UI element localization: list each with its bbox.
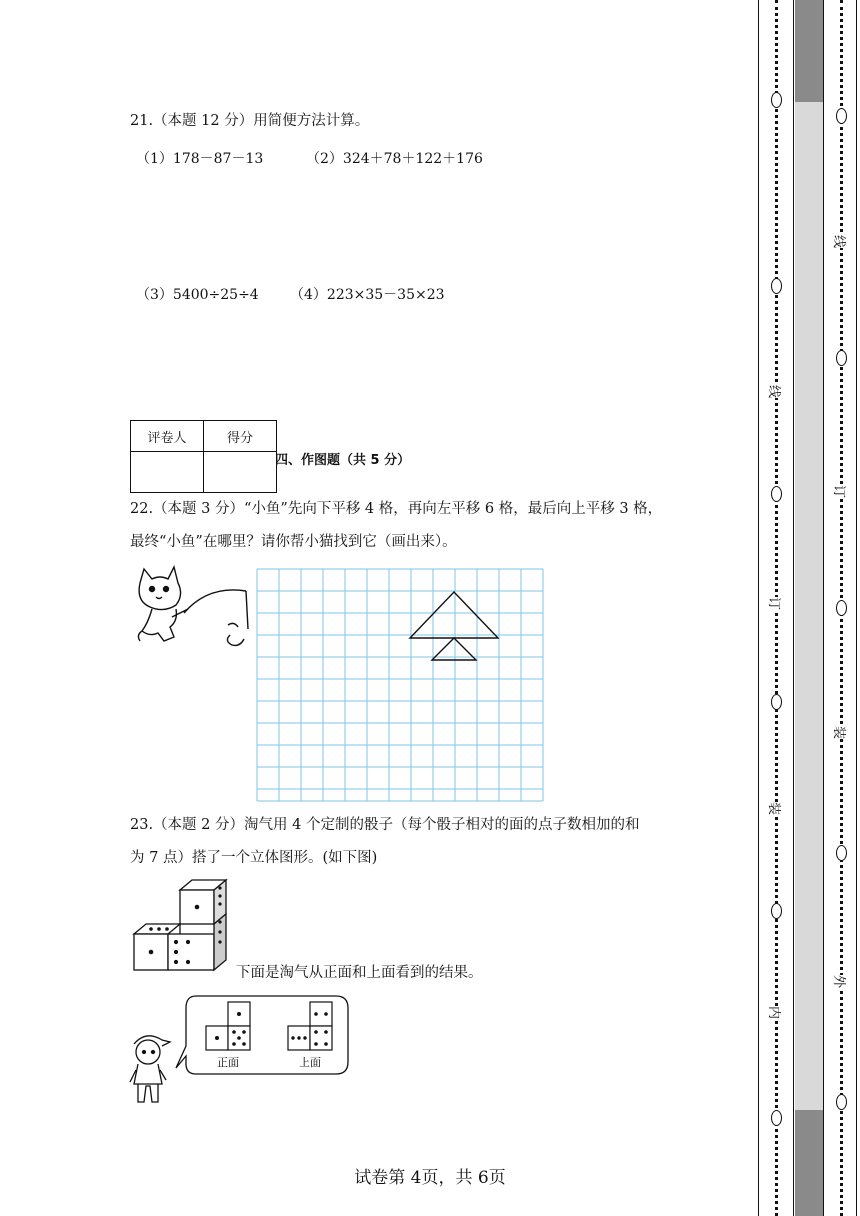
- q21-item-4: （4）223×35－35×23: [290, 287, 445, 303]
- binding-margin: [758, 0, 858, 1216]
- score-header: 得分: [204, 421, 277, 452]
- q21-item-3: （3）5400÷25÷4: [136, 287, 259, 303]
- q21-title: 21.（本题 12 分）用简便方法计算。: [130, 113, 370, 129]
- inner-margin-label-bind: 订: [766, 597, 785, 610]
- q21-item-2: （2）324＋78＋122＋176: [306, 151, 483, 167]
- outer-margin-label-outside: 外: [831, 975, 850, 988]
- inner-margin-label-install: 装: [766, 802, 785, 815]
- front-view-label: 正面: [217, 1056, 239, 1069]
- inner-margin-label-inside: 内: [766, 1006, 785, 1019]
- q22-line2: 最终“小鱼”在哪里？请你帮小猫找到它（画出来）。: [130, 534, 457, 550]
- grid-board[interactable]: [256, 568, 546, 804]
- boy-illustration: [126, 1030, 176, 1110]
- q23-line2: 为 7 点）搭了一个立体图形。(如下图): [130, 850, 378, 866]
- dice-solid-figure: [130, 878, 230, 974]
- section-heading: 四、作图题（共 5 分）: [275, 453, 411, 468]
- score-table: [130, 420, 277, 493]
- q23-note: 下面是淘气从正面和上面看到的结果。: [236, 965, 483, 981]
- outer-margin-label-bind: 订: [831, 485, 850, 498]
- q22-line1: 22.（本题 3 分）“小鱼”先向下平移 4 格，再向左平移 6 格，最后向上平移 3 格，: [130, 501, 663, 517]
- q23-line1: 23.（本题 2 分）淘气用 4 个定制的骰子（每个骰子相对的面的点子数相加的和: [130, 817, 640, 833]
- inner-margin-label-line: 线: [766, 385, 785, 398]
- fish-body-triangle: [410, 592, 498, 638]
- top-view-label: 上面: [299, 1056, 321, 1069]
- outer-margin-label-install: 装: [831, 726, 850, 739]
- views-speech-bubble: [172, 994, 352, 1078]
- outer-margin-label-line: 线: [831, 235, 850, 248]
- grader-cell[interactable]: [131, 452, 204, 493]
- cat-fishing-illustration: [128, 565, 256, 655]
- grader-header: 评卷人: [131, 421, 204, 452]
- q21-item-1: （1）178－87－13: [136, 151, 264, 167]
- score-cell[interactable]: [204, 452, 277, 493]
- page-footer: 试卷第 4页，共 6页: [354, 1168, 506, 1188]
